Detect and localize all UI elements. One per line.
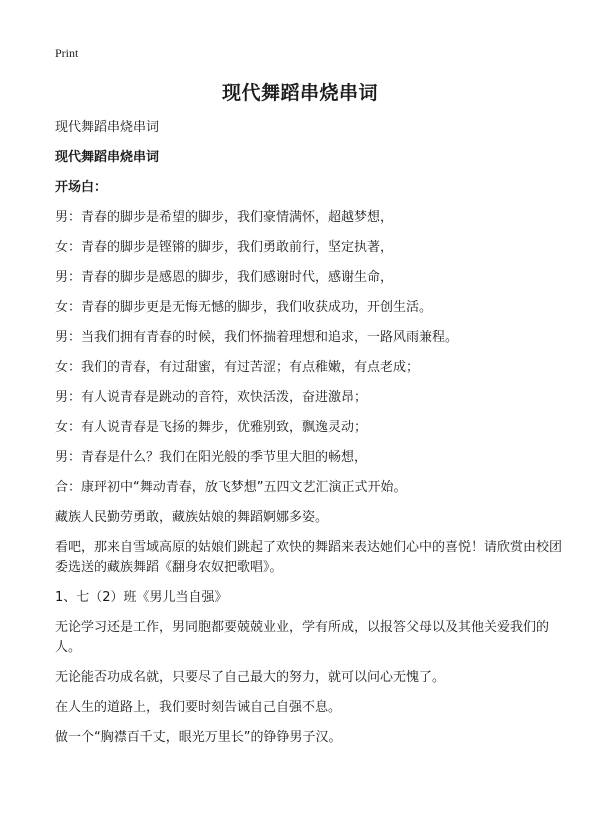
paragraph-line: 女：青春的脚步更是无悔无憾的脚步，我们收获成功，开创生活。: [55, 300, 433, 315]
print-link[interactable]: Print: [55, 46, 79, 60]
paragraph-line: 无论能否功成名就，只要尽了自己最大的努力，就可以问心无愧了。: [55, 670, 446, 685]
paragraph-line: 在人生的道路上，我们要时刻告诫自己自强不息。: [55, 700, 342, 715]
paragraph-line: 男：青春的脚步是希望的脚步，我们豪情满怀，超越梦想，: [55, 210, 394, 225]
paragraph-line: 无论学习还是工作，男同胞都要兢兢业业，学有所成，以报答父母以及其他关爱我们的人。: [55, 620, 550, 655]
paragraph-line: 女：我们的青春，有过甜蜜，有过苦涩；有点稚嫩，有点老成；: [55, 360, 420, 375]
paragraph-line: 男：青春的脚步是感恩的脚步，我们感谢时代，感谢生命，: [55, 270, 394, 285]
paragraph-section-title: 1、七（2）班《男儿当自强》: [55, 590, 228, 605]
paragraph-line: 男：当我们拥有青春的时候，我们怀揣着理想和追求，一路风雨兼程。: [55, 330, 459, 345]
paragraph-line: 合：康玶初中“舞动青春，放飞梦想”五四文艺汇演正式开始。: [55, 480, 407, 495]
paragraph-line: 男：青春是什么？我们在阳光般的季节里大胆的畅想，: [55, 450, 368, 465]
paragraph-line: 男：有人说青春是跳动的音符，欢快活泼，奋进激昂；: [55, 390, 368, 405]
paragraph-opening-label: 开场白：: [55, 180, 108, 195]
paragraph-line: 藏族人民勤劳勇敢，藏族姑娘的舞蹈婀娜多姿。: [55, 510, 329, 525]
paragraph-subtitle: 现代舞蹈串烧串词: [55, 120, 160, 135]
paragraph-line: 看吧，那来自雪域高原的姑娘们跳起了欢快的舞蹈来表达她们心中的喜悦！请欣赏由校团委选送的藏族舞蹈《翻身农奴把歌唱》。: [55, 540, 563, 575]
paragraph-line: 女：有人说青春是飞扬的舞步，优雅别致，飘逸灵动；: [55, 420, 368, 435]
document-body: [55, 118, 565, 758]
paragraph-heading: 现代舞蹈串烧串词: [55, 150, 160, 165]
paragraph-line: 做一个“胸襟百千丈，眼光万里长”的铮铮男子汉。: [55, 730, 342, 745]
paragraph-line: 女：青春的脚步是铿锵的脚步，我们勇敢前行，坚定执著，: [55, 240, 394, 255]
document-title: 现代舞蹈串烧串词: [221, 82, 378, 104]
